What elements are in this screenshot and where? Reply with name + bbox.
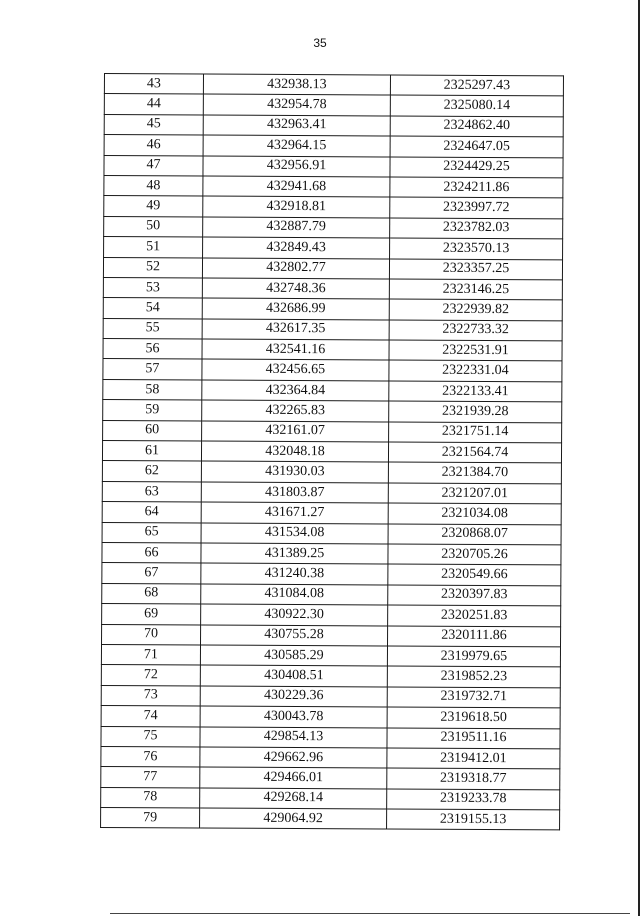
y-coordinate-cell: 2319979.65 — [387, 646, 560, 667]
x-coordinate-cell: 432849.43 — [203, 237, 390, 258]
point-number-cell: 61 — [102, 441, 201, 462]
point-number-cell: 58 — [103, 379, 202, 400]
x-coordinate-cell: 430229.36 — [200, 686, 387, 707]
point-number-cell: 54 — [103, 298, 202, 319]
y-coordinate-cell: 2321564.74 — [388, 442, 561, 463]
point-number-cell: 44 — [104, 94, 203, 115]
y-coordinate-cell: 2319618.50 — [387, 707, 560, 728]
scan-edge-bottom — [110, 913, 630, 914]
point-number-cell: 53 — [103, 277, 202, 298]
table-row — [101, 746, 560, 769]
x-coordinate-cell: 429662.96 — [200, 747, 387, 768]
x-coordinate-cell: 431240.38 — [201, 563, 388, 584]
point-number-cell: 75 — [101, 726, 200, 747]
point-number-cell: 78 — [101, 787, 200, 808]
y-coordinate-cell: 2319412.01 — [387, 748, 560, 769]
point-number-cell: 63 — [102, 481, 201, 502]
point-number-cell: 69 — [102, 604, 201, 625]
y-coordinate-cell: 2321207.01 — [388, 483, 561, 504]
y-coordinate-cell: 2319511.16 — [387, 727, 560, 748]
y-coordinate-cell: 2320251.83 — [388, 605, 561, 626]
point-number-cell: 57 — [103, 359, 202, 380]
y-coordinate-cell: 2322733.32 — [389, 320, 562, 341]
table-row — [104, 175, 563, 198]
point-number-cell: 52 — [103, 257, 202, 278]
x-coordinate-cell: 430043.78 — [200, 706, 387, 727]
table-row — [104, 135, 563, 158]
x-coordinate-cell: 432941.68 — [203, 176, 390, 197]
table-row — [103, 339, 562, 362]
point-number-cell: 45 — [104, 114, 203, 135]
y-coordinate-cell: 2320705.26 — [388, 544, 561, 565]
x-coordinate-cell: 431930.03 — [201, 461, 388, 482]
y-coordinate-cell: 2323146.25 — [389, 279, 562, 300]
table-row — [104, 94, 563, 117]
point-number-cell: 71 — [101, 644, 200, 665]
table-row — [101, 767, 560, 790]
x-coordinate-cell: 432686.99 — [202, 298, 389, 319]
x-coordinate-cell: 432938.13 — [203, 74, 390, 95]
table-row — [103, 298, 562, 321]
point-number-cell: 56 — [103, 339, 202, 360]
y-coordinate-cell: 2321384.70 — [388, 462, 561, 483]
point-number-cell: 72 — [101, 665, 200, 686]
y-coordinate-cell: 2320111.86 — [388, 626, 561, 647]
x-coordinate-cell: 429854.13 — [200, 727, 387, 748]
y-coordinate-cell: 2320868.07 — [388, 524, 561, 545]
y-coordinate-cell: 2319318.77 — [387, 768, 560, 789]
y-coordinate-cell: 2323357.25 — [389, 259, 562, 280]
y-coordinate-cell: 2321939.28 — [389, 401, 562, 422]
table-row — [104, 114, 563, 137]
x-coordinate-cell: 429466.01 — [200, 767, 387, 788]
table-row — [103, 318, 562, 341]
y-coordinate-cell: 2324862.40 — [390, 116, 563, 137]
point-number-cell: 59 — [103, 400, 202, 421]
point-number-cell: 43 — [104, 74, 203, 95]
x-coordinate-cell: 432364.84 — [202, 380, 389, 401]
x-coordinate-cell: 430755.28 — [201, 625, 388, 646]
x-coordinate-cell: 432265.83 — [202, 400, 389, 421]
x-coordinate-cell: 432963.41 — [203, 115, 390, 136]
point-number-cell: 65 — [102, 522, 201, 543]
x-coordinate-cell: 432887.79 — [203, 217, 390, 238]
table-row — [102, 624, 561, 647]
x-coordinate-cell: 431389.25 — [201, 543, 388, 564]
y-coordinate-cell: 2324429.25 — [390, 157, 563, 178]
point-number-cell: 48 — [104, 175, 203, 196]
x-coordinate-cell: 430408.51 — [200, 665, 387, 686]
y-coordinate-cell: 2325080.14 — [390, 95, 563, 116]
table-row — [103, 277, 562, 300]
y-coordinate-cell: 2320397.83 — [388, 585, 561, 606]
y-coordinate-cell: 2322939.82 — [389, 299, 562, 320]
y-coordinate-cell: 2323782.03 — [390, 218, 563, 239]
point-number-cell: 47 — [104, 155, 203, 176]
x-coordinate-cell: 432748.36 — [202, 278, 389, 299]
point-number-cell: 62 — [102, 461, 201, 482]
coordinate-table — [100, 73, 564, 831]
x-coordinate-cell: 432954.78 — [203, 94, 390, 115]
y-coordinate-cell: 2319233.78 — [387, 789, 560, 810]
y-coordinate-cell: 2323997.72 — [390, 197, 563, 218]
point-number-cell: 55 — [103, 318, 202, 339]
point-number-cell: 70 — [102, 624, 201, 645]
table-row — [102, 441, 561, 464]
y-coordinate-cell: 2325297.43 — [390, 75, 563, 96]
y-coordinate-cell: 2319732.71 — [387, 687, 560, 708]
y-coordinate-cell: 2319852.23 — [387, 666, 560, 687]
point-number-cell: 49 — [104, 196, 203, 217]
table-row — [102, 461, 561, 484]
y-coordinate-cell: 2321034.08 — [388, 503, 561, 524]
x-coordinate-cell: 432617.35 — [202, 319, 389, 340]
point-number-cell: 68 — [102, 583, 201, 604]
table-row — [102, 481, 561, 504]
page-number: 35 — [313, 36, 327, 50]
table-row — [102, 563, 561, 586]
x-coordinate-cell: 430922.30 — [201, 604, 388, 625]
x-coordinate-cell: 432541.16 — [202, 339, 389, 360]
x-coordinate-cell: 432456.65 — [202, 359, 389, 380]
x-coordinate-cell: 431084.08 — [201, 584, 388, 605]
y-coordinate-cell: 2322531.91 — [389, 340, 562, 361]
x-coordinate-cell: 429268.14 — [200, 788, 387, 809]
table-row — [102, 604, 561, 627]
y-coordinate-cell: 2322133.41 — [389, 381, 562, 402]
x-coordinate-cell: 432802.77 — [202, 258, 389, 279]
table-row — [101, 644, 560, 667]
table-row — [102, 502, 561, 525]
table-row — [101, 787, 560, 810]
point-number-cell: 66 — [102, 542, 201, 563]
table-row — [101, 685, 560, 708]
point-number-cell: 67 — [102, 563, 201, 584]
x-coordinate-cell: 431671.27 — [201, 502, 388, 523]
table-row — [101, 726, 560, 749]
table-row — [102, 542, 561, 565]
point-number-cell: 77 — [101, 767, 200, 788]
table-row — [103, 420, 562, 443]
table-row — [102, 583, 561, 606]
table-row — [103, 257, 562, 280]
y-coordinate-cell: 2323570.13 — [390, 238, 563, 259]
point-number-cell: 76 — [101, 746, 200, 767]
table-row — [104, 216, 563, 239]
x-coordinate-cell: 431803.87 — [201, 482, 388, 503]
coordinate-table-body — [101, 74, 564, 831]
point-number-cell: 51 — [104, 237, 203, 258]
point-number-cell: 46 — [104, 135, 203, 156]
table-row — [104, 237, 563, 260]
y-coordinate-cell: 2321751.14 — [389, 422, 562, 443]
x-coordinate-cell: 431534.08 — [201, 523, 388, 544]
x-coordinate-cell: 432161.07 — [202, 421, 389, 442]
table-row — [102, 522, 561, 545]
point-number-cell: 50 — [104, 216, 203, 237]
table-row — [104, 196, 563, 219]
x-coordinate-cell: 432918.81 — [203, 196, 390, 217]
y-coordinate-cell: 2319155.13 — [387, 809, 560, 830]
y-coordinate-cell: 2324647.05 — [390, 136, 563, 157]
table-row — [103, 359, 562, 382]
table-row — [101, 808, 560, 831]
y-coordinate-cell: 2320549.66 — [388, 564, 561, 585]
point-number-cell: 64 — [102, 502, 201, 523]
x-coordinate-cell: 432048.18 — [201, 441, 388, 462]
table-row — [104, 74, 563, 97]
point-number-cell: 60 — [103, 420, 202, 441]
table-row — [103, 400, 562, 423]
x-coordinate-cell: 432964.15 — [203, 135, 390, 156]
table-row — [101, 665, 560, 688]
x-coordinate-cell: 429064.92 — [200, 808, 387, 829]
y-coordinate-cell: 2324211.86 — [390, 177, 563, 198]
table-row — [104, 155, 563, 178]
x-coordinate-cell: 432956.91 — [203, 156, 390, 177]
y-coordinate-cell: 2322331.04 — [389, 360, 562, 381]
table-row — [101, 706, 560, 729]
table-row — [103, 379, 562, 402]
x-coordinate-cell: 430585.29 — [200, 645, 387, 666]
point-number-cell: 73 — [101, 685, 200, 706]
point-number-cell: 79 — [101, 808, 200, 829]
point-number-cell: 74 — [101, 706, 200, 727]
